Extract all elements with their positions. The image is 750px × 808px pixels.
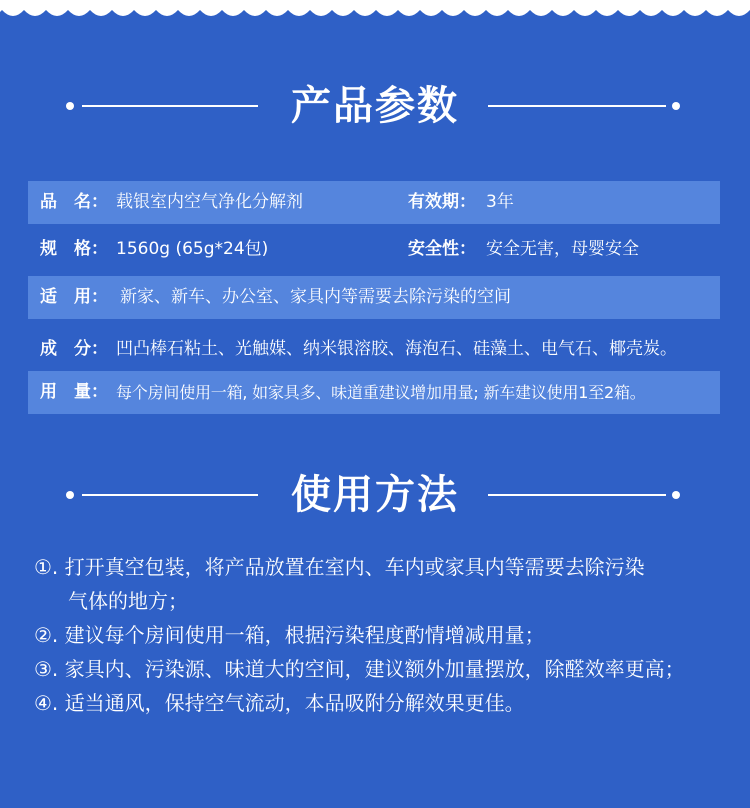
top-wave-decoration	[0, 0, 750, 30]
apply-label: 适 用：	[40, 287, 108, 307]
param-row-name	[28, 181, 720, 224]
ingredients-label: 成 分：	[40, 339, 108, 359]
right-divider-line	[488, 494, 666, 496]
name-label: 品 名：	[40, 192, 108, 212]
usage-list	[34, 550, 734, 720]
spec-label: 规 格：	[40, 239, 108, 259]
usage-section-title: 使用方法	[291, 472, 459, 518]
usage-step-1: ①. 打开真空包装，将产品放置在室内、车内或家具内等需要去除污染	[34, 555, 645, 579]
right-dot-ornament	[672, 102, 680, 110]
usage-step-2: ②. 建议每个房间使用一箱，根据污染程度酌情增减用量；	[34, 623, 545, 647]
right-dot-ornament	[672, 491, 680, 499]
apply-value: 新家、新车、办公室、家具内等需要去除污染的空间	[120, 287, 511, 307]
params-section-title: 产品参数	[291, 83, 459, 129]
dosage-label: 用 量：	[40, 382, 108, 402]
name-value: 载银室内空气净化分解剂	[116, 192, 303, 212]
spec-value: 1560g (65g*24包)	[116, 239, 269, 259]
dosage-value: 每个房间使用一箱, 如家具多、味道重建议增加用量; 新车建议使用1至2箱。	[116, 383, 646, 402]
validity-label: 有效期：	[408, 192, 476, 212]
validity-value: 3年	[486, 192, 514, 212]
param-row-apply	[28, 276, 720, 319]
param-row-ingredients	[28, 328, 720, 371]
param-row-spec	[28, 228, 720, 271]
usage-step-1-continued: 气体的地方；	[68, 589, 188, 613]
param-row-dosage	[28, 371, 720, 414]
safety-label: 安全性：	[408, 239, 476, 259]
usage-step-4: ④. 适当通风，保持空气流动，本品吸附分解效果更佳。	[34, 691, 525, 715]
usage-step-3: ③. 家具内、污染源、味道大的空间，建议额外加量摆放，除醛效率更高；	[34, 657, 685, 681]
ingredients-value: 凹凸棒石粘土、光触媒、纳米银溶胶、海泡石、硅藻土、电气石、椰壳炭。	[116, 339, 677, 359]
usage-section-header	[0, 465, 750, 525]
safety-value: 安全无害，母婴安全	[486, 239, 639, 259]
right-divider-line	[488, 105, 666, 107]
params-section-header	[0, 76, 750, 136]
